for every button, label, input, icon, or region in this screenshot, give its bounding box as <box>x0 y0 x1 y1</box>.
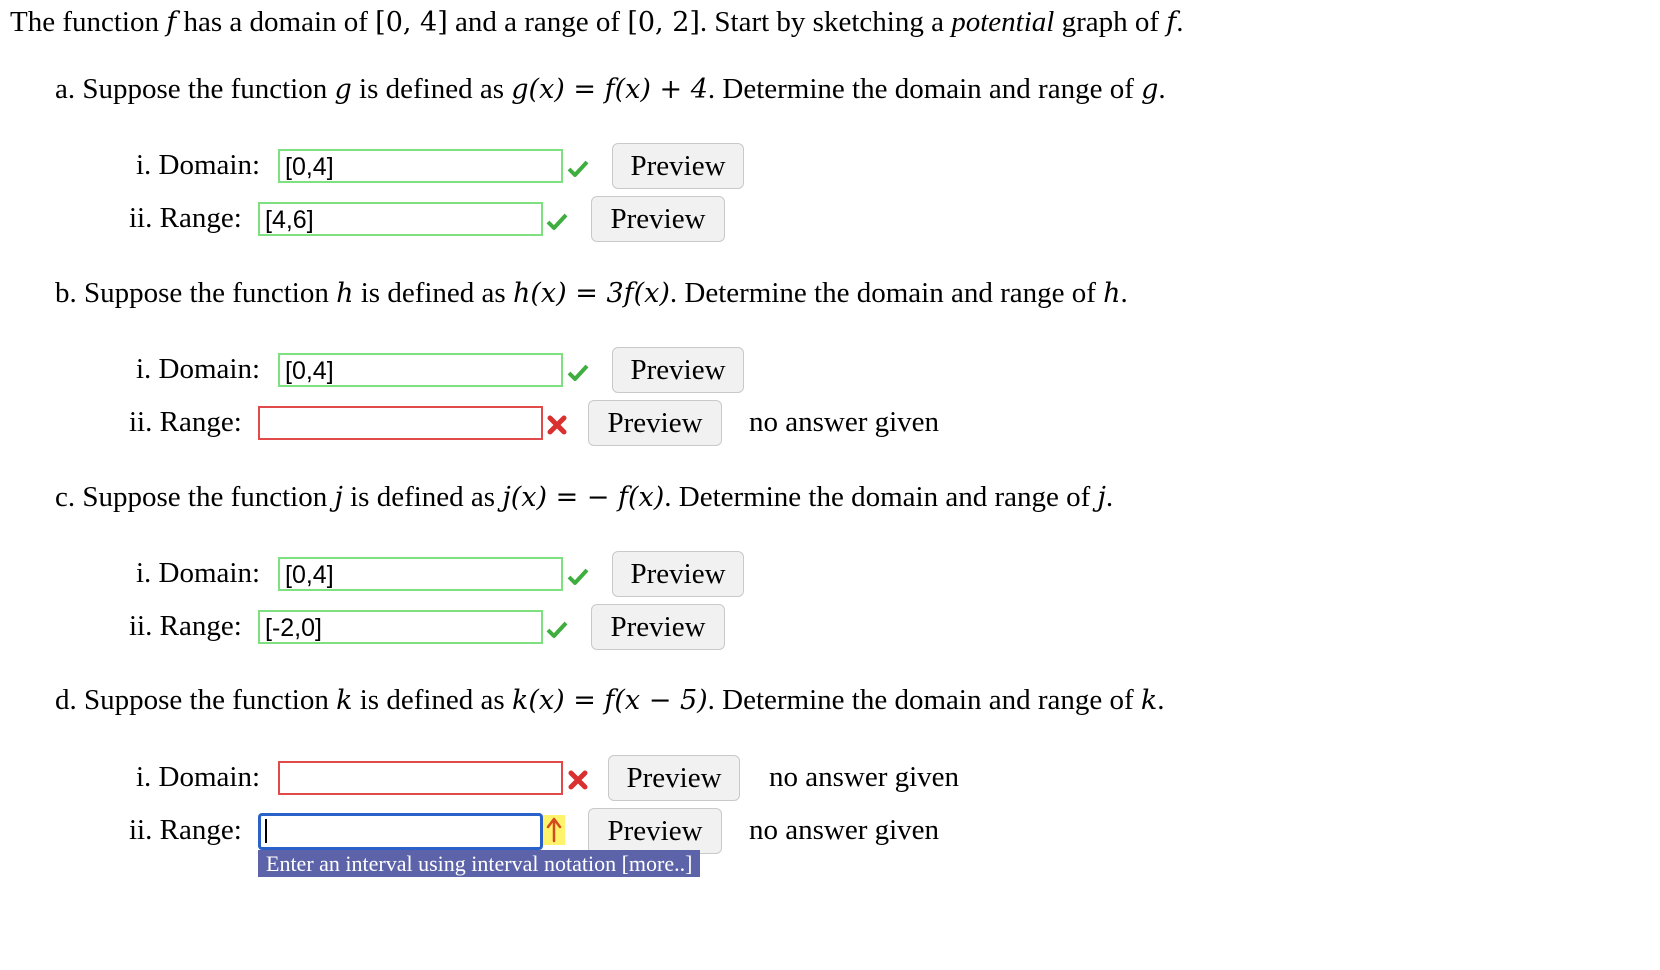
part-d-range-preview-button[interactable]: Preview <box>588 808 722 854</box>
intro-text: . <box>1176 6 1184 38</box>
part-d-range-input[interactable] <box>258 813 543 850</box>
part-a-range-label: ii. Range: <box>129 202 242 234</box>
intro-text: . Start by sketching a <box>699 6 952 38</box>
statement-text: is defined as <box>351 73 512 105</box>
math-function-name: k <box>336 685 353 716</box>
part-a-range-preview-button[interactable]: Preview <box>591 196 725 242</box>
part-a-domain-preview-button[interactable]: Preview <box>612 143 744 189</box>
statement-text: is defined as <box>342 481 503 513</box>
x-icon <box>545 413 569 437</box>
part-d-domain-preview-button[interactable]: Preview <box>608 755 740 801</box>
part-c-range-input[interactable]: [-2,0] <box>258 610 543 644</box>
part-d-range-label: ii. Range: <box>129 814 242 846</box>
math-function-name: j <box>1097 482 1106 513</box>
math-f: f <box>166 7 177 38</box>
part-a-domain-label: i. Domain: <box>136 149 261 181</box>
intro-text: graph of <box>1054 6 1167 38</box>
math-function-name: h <box>336 278 354 309</box>
part-c-domain-preview-button[interactable]: Preview <box>612 551 744 597</box>
up-arrow-icon <box>543 815 565 845</box>
check-icon <box>566 156 590 180</box>
intro-text: has a domain of <box>176 6 376 38</box>
part-d-statement <box>55 682 1165 719</box>
part-a-domain-input[interactable]: [0,4] <box>278 149 563 183</box>
math-formula: j(x) = − f(x) <box>502 482 665 513</box>
intro-text: The function <box>10 6 167 38</box>
part-a-statement <box>55 71 1166 108</box>
statement-text: . <box>1120 277 1128 309</box>
statement-text: . <box>1105 481 1114 513</box>
part-b-range-status: no answer given <box>749 406 940 438</box>
part-d-range-status: no answer given <box>749 814 940 846</box>
emphasis-text: potential <box>951 6 1055 38</box>
interval-hint-tooltip[interactable]: Enter an interval using interval notation [more..] <box>258 850 700 877</box>
statement-text: is defined as <box>352 684 512 716</box>
part-b-range-input[interactable] <box>258 406 543 440</box>
part-d-domain-status: no answer given <box>769 761 960 793</box>
statement-text: . Determine the domain and range of <box>669 277 1104 309</box>
math-formula: h(x) = 3f(x) <box>512 278 670 309</box>
part-b-domain-input[interactable]: [0,4] <box>278 353 563 387</box>
part-d-domain-input[interactable] <box>278 761 563 795</box>
part-c-range-preview-button[interactable]: Preview <box>591 604 725 650</box>
statement-text: b. Suppose the function <box>55 277 337 309</box>
check-icon <box>545 209 569 233</box>
part-c-statement <box>55 479 1113 516</box>
check-icon <box>566 564 590 588</box>
part-d-domain-label: i. Domain: <box>136 761 261 793</box>
statement-text: . Determine the domain and range of <box>707 73 1142 105</box>
intro-statement <box>10 4 1184 41</box>
statement-text: a. Suppose the function <box>55 73 335 105</box>
part-c-domain-label: i. Domain: <box>136 557 261 589</box>
part-c-domain-input[interactable]: [0,4] <box>278 557 563 591</box>
up-arrow-glyph <box>543 815 565 845</box>
check-icon <box>545 617 569 641</box>
part-b-domain-preview-button[interactable]: Preview <box>612 347 744 393</box>
statement-text: d. Suppose the function <box>55 684 337 716</box>
math-function-name: g <box>334 74 352 105</box>
math-formula: k(x) = f(x − 5) <box>511 685 708 716</box>
statement-text: is defined as <box>353 277 513 309</box>
part-b-range-label: ii. Range: <box>129 406 242 438</box>
statement-text: . Determine the domain and range of <box>707 684 1141 716</box>
check-icon <box>566 360 590 384</box>
statement-text: . <box>1158 73 1166 105</box>
part-b-range-preview-button[interactable]: Preview <box>588 400 722 446</box>
domain-interval: [0, 4] <box>375 7 448 38</box>
part-a-range-input[interactable]: [4,6] <box>258 202 543 236</box>
math-function-name: h <box>1103 278 1121 309</box>
statement-text: . Determine the domain and range of <box>664 481 1098 513</box>
statement-text: c. Suppose the function <box>55 481 335 513</box>
statement-text: . <box>1157 684 1165 716</box>
range-interval: [0, 2] <box>627 7 700 38</box>
math-function-name: j <box>334 482 343 513</box>
math-function-name: g <box>1141 74 1159 105</box>
part-b-domain-label: i. Domain: <box>136 353 261 385</box>
math-function-name: k <box>1140 685 1158 716</box>
x-icon <box>566 768 590 792</box>
part-c-range-label: ii. Range: <box>129 610 242 642</box>
part-b-statement <box>55 275 1128 312</box>
math-f: f <box>1166 7 1177 38</box>
intro-text: and a range of <box>447 6 628 38</box>
math-formula: g(x) = f(x) + 4 <box>511 74 708 105</box>
